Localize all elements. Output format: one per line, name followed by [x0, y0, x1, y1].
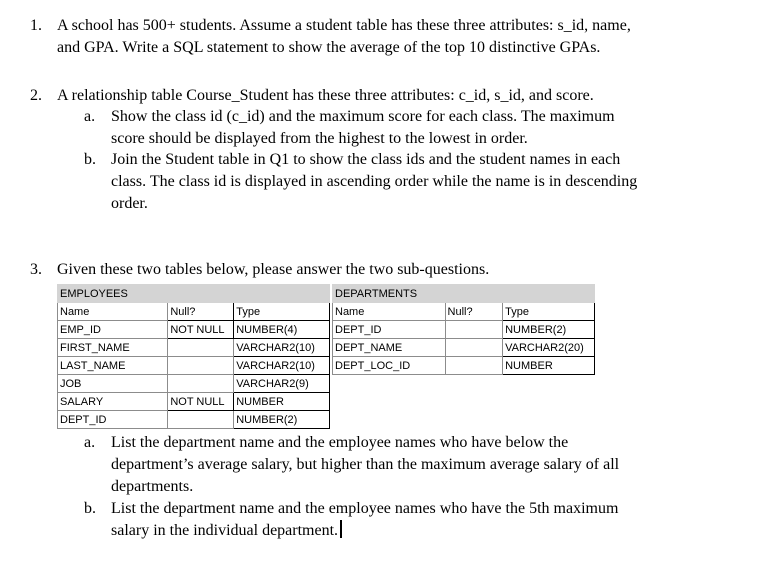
question-2b-line-3: order.: [111, 195, 148, 212]
table-row: [58, 339, 330, 357]
question-2b-label: b.: [84, 151, 96, 168]
employees-cell-type: VARCHAR2(10): [234, 357, 330, 375]
employees-cell-null: NOT NULL: [168, 393, 234, 411]
departments-table-title: DEPARTMENTS: [333, 285, 595, 303]
question-1-number: 1.: [30, 17, 42, 34]
question-1-line-2: and GPA. Write a SQL statement to show the average of the top 10 distinctive GPAs.: [57, 39, 601, 56]
table-row: [58, 393, 330, 411]
employees-cell-type: VARCHAR2(10): [234, 339, 330, 357]
departments-header-type: Type: [503, 303, 595, 321]
table-row: [58, 321, 330, 339]
employees-cell-null: [168, 411, 234, 429]
question-3b-line-2: salary in the individual department.: [111, 522, 339, 539]
question-3b: [84, 498, 704, 542]
table-row: [58, 303, 330, 321]
employees-cell-name: JOB: [58, 375, 168, 393]
table-row: [333, 357, 595, 375]
question-2a-line-2: score should be displayed from the highest to the lowest in order.: [111, 130, 528, 147]
employees-table-title: EMPLOYEES: [58, 285, 330, 303]
question-3a: [84, 432, 704, 498]
employees-cell-null: [168, 339, 234, 357]
employees-header-name: Name: [58, 303, 168, 321]
departments-cell-name: DEPT_NAME: [333, 339, 446, 357]
table-row: [58, 411, 330, 429]
employees-cell-type: NUMBER(2): [234, 411, 330, 429]
employees-cell-name: DEPT_ID: [58, 411, 168, 429]
question-3: [30, 259, 730, 281]
departments-cell-name: DEPT_LOC_ID: [333, 357, 446, 375]
employees-header-null: Null?: [168, 303, 234, 321]
employees-cell-null: [168, 375, 234, 393]
departments-table: [332, 284, 595, 375]
question-3a-label: a.: [84, 434, 96, 451]
departments-cell-type: NUMBER(2): [503, 321, 595, 339]
question-1-line-1: A school has 500+ students. Assume a student table has these three attributes: s_id, name,: [57, 17, 631, 34]
departments-header-name: Name: [333, 303, 446, 321]
question-2b-line-2: class. The class id is displayed in ascending order while the name is in descending: [111, 173, 638, 190]
departments-cell-null: [445, 357, 503, 375]
question-3-number: 3.: [30, 261, 42, 278]
departments-cell-null: [445, 321, 503, 339]
employees-cell-type: NUMBER(4): [234, 321, 330, 339]
employees-table: [57, 284, 330, 429]
question-3-line-1: Given these two tables below, please answer the two sub-questions.: [57, 261, 490, 278]
question-3a-line-1: List the department name and the employee names who have below the: [111, 434, 569, 451]
table-row: [58, 375, 330, 393]
employees-cell-name: LAST_NAME: [58, 357, 168, 375]
employees-cell-type: NUMBER: [234, 393, 330, 411]
text-cursor: [340, 520, 342, 538]
question-3b-line-2-wrap: [111, 520, 342, 542]
question-2a-line-1: Show the class id (c_id) and the maximum score for each class. The maximum: [111, 108, 615, 125]
question-3a-line-2: department’s average salary, but higher than the maximum average salary of all: [111, 456, 620, 473]
question-2a: [84, 106, 704, 150]
departments-cell-name: DEPT_ID: [333, 321, 446, 339]
question-2b: [84, 149, 704, 215]
question-2-line-1: A relationship table Course_Student has these three attributes: c_id, s_id, and score.: [57, 87, 594, 104]
question-2b-line-1: Join the Student table in Q1 to show the class ids and the student names in each: [111, 151, 621, 168]
employees-cell-type: VARCHAR2(9): [234, 375, 330, 393]
question-2: [30, 85, 730, 215]
employees-cell-name: FIRST_NAME: [58, 339, 168, 357]
question-3a-line-3: departments.: [111, 478, 194, 495]
table-row: [333, 303, 595, 321]
employees-cell-null: [168, 357, 234, 375]
question-3b-label: b.: [84, 500, 96, 517]
table-row: [333, 321, 595, 339]
departments-cell-type: VARCHAR2(20): [503, 339, 595, 357]
departments-cell-type: NUMBER: [503, 357, 595, 375]
table-row: [333, 339, 595, 357]
question-2a-label: a.: [84, 108, 96, 125]
employees-header-type: Type: [234, 303, 330, 321]
employees-cell-null: NOT NULL: [168, 321, 234, 339]
departments-cell-null: [445, 339, 503, 357]
question-2-number: 2.: [30, 87, 42, 104]
departments-header-null: Null?: [445, 303, 503, 321]
question-1: [30, 15, 730, 59]
question-3b-line-1: List the department name and the employee names who have the 5th maximum: [111, 500, 619, 517]
employees-cell-name: SALARY: [58, 393, 168, 411]
employees-cell-name: EMP_ID: [58, 321, 168, 339]
table-row: [58, 357, 330, 375]
